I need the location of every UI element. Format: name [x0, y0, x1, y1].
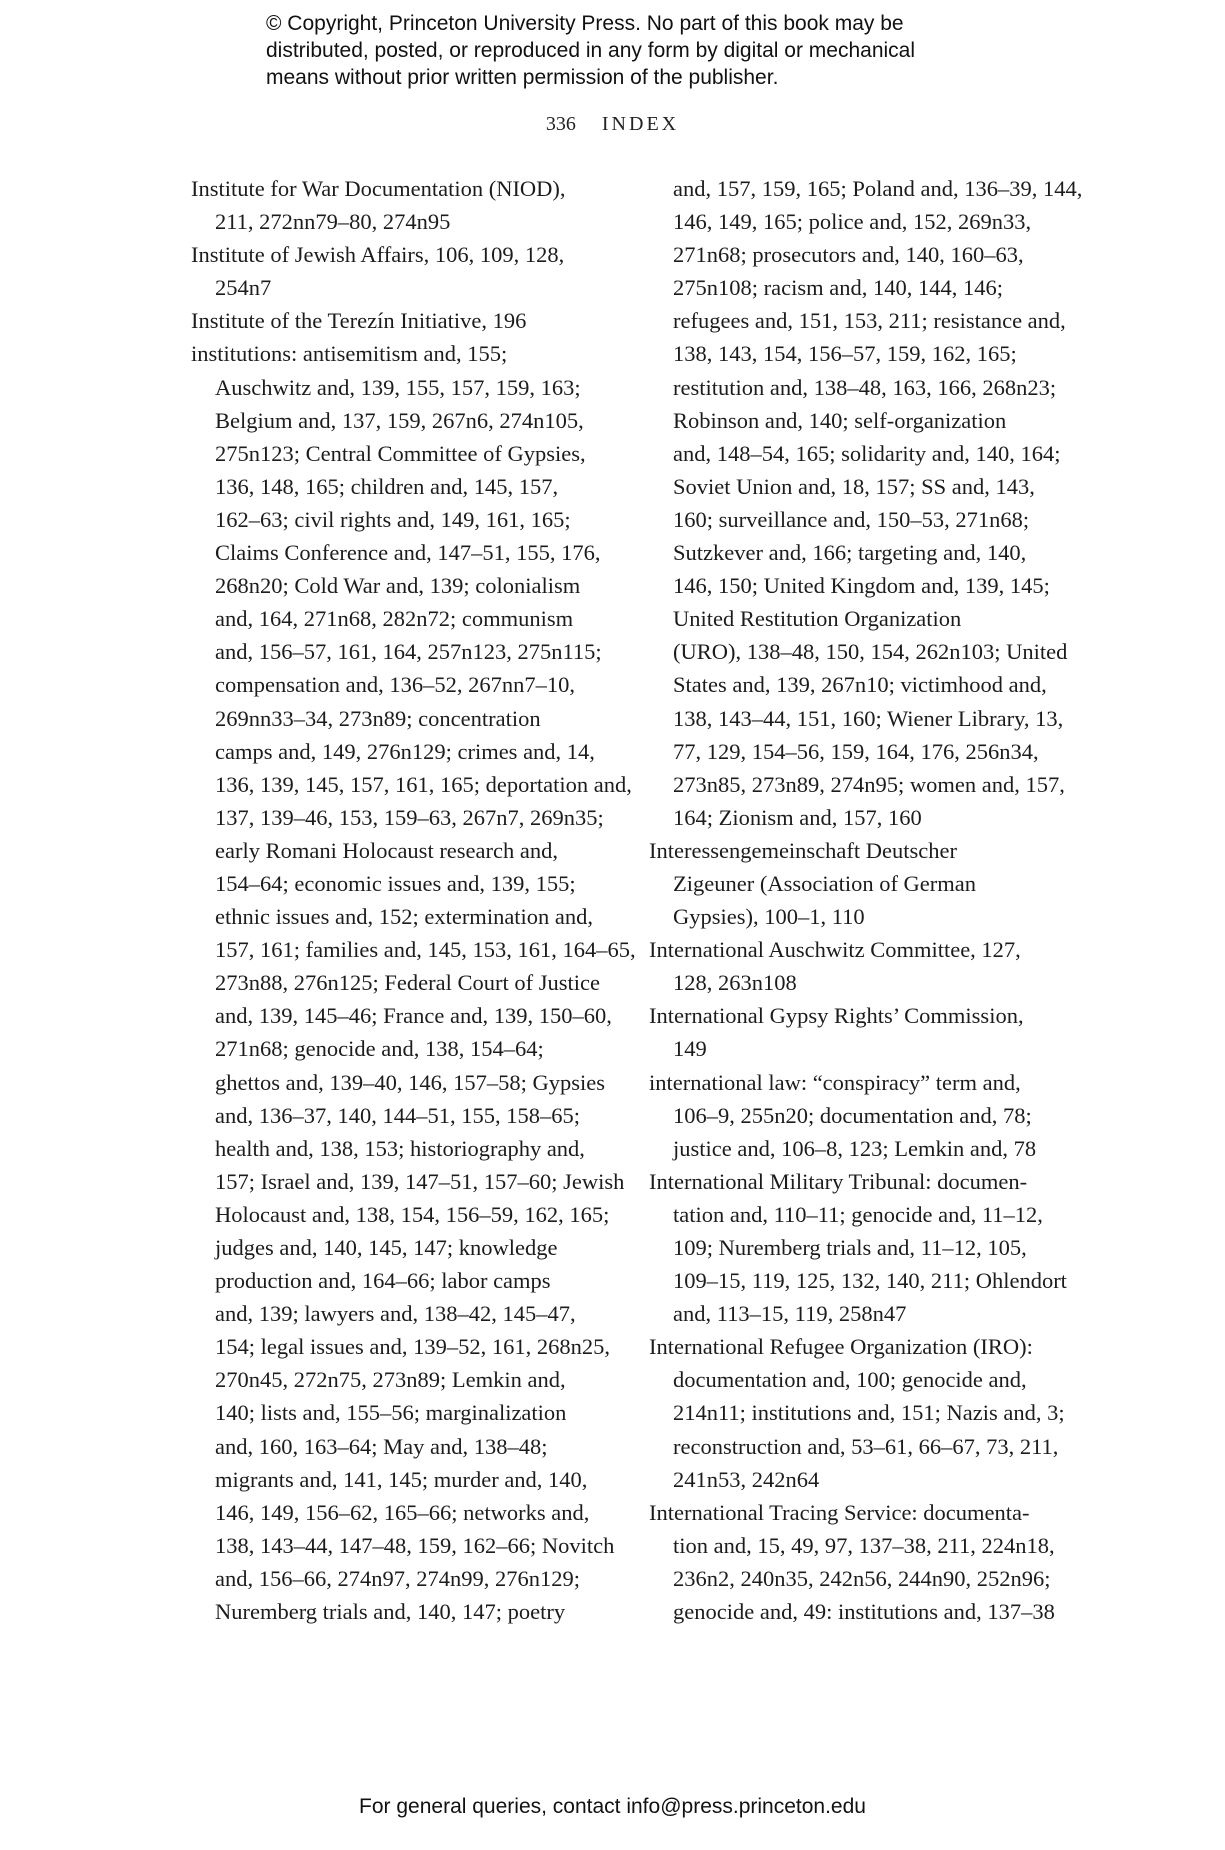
copyright-line: © Copyright, Princeton University Press. No part of this book may be [266, 12, 904, 35]
index-column-left [191, 172, 636, 1628]
index-line: Belgium and, 137, 159, 267n6, 274n105, [215, 407, 584, 433]
index-line: 269nn33–34, 273n89; concentration [215, 705, 541, 731]
index-line: 109; Nuremberg trials and, 11–12, 105, [673, 1235, 1027, 1260]
index-line: 138, 143, 154, 156–57, 159, 162, 165; [673, 341, 1017, 367]
index-line: 160; surveillance and, 150–53, 271n68; [673, 506, 1030, 532]
index-line: ethnic issues and, 152; extermination and, [215, 904, 594, 930]
index-line: International Auschwitz Committee, 127, [649, 937, 1021, 963]
index-line: 77, 129, 154–56, 159, 164, 176, 256n34, [673, 738, 1039, 764]
index-line: Zigeuner (Association of German [673, 870, 977, 896]
running-head [0, 113, 1225, 136]
index-line: tion and, 15, 49, 97, 137–38, 211, 224n18, [673, 1532, 1055, 1558]
index-line: documentation and, 100; genocide and, [673, 1367, 1027, 1393]
index-line: 241n53, 242n64 [673, 1466, 820, 1492]
index-line: compensation and, 136–52, 267nn7–10, [215, 672, 575, 698]
index-line: Robinson and, 140; self-organization [673, 407, 1007, 433]
index-line: 236n2, 240n35, 242n56, 244n90, 252n96; [673, 1565, 1051, 1591]
index-line: 146, 150; United Kingdom and, 139, 145; [673, 573, 1050, 599]
index-line: 214n11; institutions and, 151; Nazis and, 3; [673, 1400, 1065, 1426]
index-line: and, 164, 271n68, 282n72; communism [215, 606, 574, 632]
index-line: Sutzkever and, 166; targeting and, 140, [673, 540, 1027, 566]
index-line: health and, 138, 153; historiography and, [215, 1135, 585, 1161]
page-title: INDEX [601, 113, 680, 135]
index-line: genocide and, 49: institutions and, 137–38 [673, 1599, 1055, 1625]
index-line: international law: “conspiracy” term and, [649, 1069, 1021, 1095]
index-line: 146, 149, 165; police and, 152, 269n33, [673, 209, 1032, 235]
index-line: and, 156–66, 274n97, 274n99, 276n129; [215, 1565, 580, 1591]
index-line: 138, 143–44, 151, 160; Wiener Library, 13, [673, 705, 1064, 731]
index-line: tation and, 110–11; genocide and, 11–12, [673, 1201, 1043, 1227]
index-line: 157; Israel and, 139, 147–51, 157–60; Jewish [215, 1168, 625, 1194]
index-line: 254n7 [215, 275, 272, 301]
index-line: ghettos and, 139–40, 146, 157–58; Gypsies [215, 1069, 605, 1095]
index-line: and, 139; lawyers and, 138–42, 145–47, [215, 1301, 576, 1327]
index-line: Institute of Jewish Affairs, 106, 109, 128, [191, 242, 565, 268]
index-line: Soviet Union and, 18, 157; SS and, 143, [673, 473, 1035, 499]
index-line: early Romani Holocaust research and, [215, 837, 558, 863]
index-line: production and, 164–66; labor camps [215, 1268, 551, 1294]
footer-contact: For general queries, contact info@press.princeton.edu [359, 1795, 866, 1818]
index-column-right [649, 172, 1082, 1628]
index-line: International Tracing Service: documenta- [649, 1499, 1030, 1525]
index-line: 136, 139, 145, 157, 161, 165; deportation and, [215, 771, 632, 797]
index-line: Gypsies), 100–1, 110 [673, 904, 865, 930]
index-line: refugees and, 151, 153, 211; resistance and, [673, 308, 1066, 334]
index-line: Holocaust and, 138, 154, 156–59, 162, 165; [215, 1201, 610, 1227]
index-line: 271n68; prosecutors and, 140, 160–63, [673, 242, 1024, 268]
index-line: and, 157, 159, 165; Poland and, 136–39, 144, [673, 176, 1083, 201]
index-line: judges and, 140, 145, 147; knowledge [215, 1235, 558, 1260]
index-line: 162–63; civil rights and, 149, 161, 165; [215, 506, 571, 532]
index-line: 270n45, 272n75, 273n89; Lemkin and, [215, 1367, 566, 1393]
index-line: 137, 139–46, 153, 159–63, 267n7, 269n35; [215, 804, 604, 830]
index-line: 273n88, 276n125; Federal Court of Justice [215, 970, 600, 996]
index-line: 211, 272nn79–80, 274n95 [215, 209, 451, 235]
index-line: International Military Tribunal: documen- [649, 1168, 1028, 1194]
index-line: restitution and, 138–48, 163, 166, 268n23; [673, 374, 1057, 400]
index-line: and, 113–15, 119, 258n47 [673, 1301, 907, 1327]
index-line: Institute of the Terezín Initiative, 196 [191, 308, 527, 334]
index-line: justice and, 106–8, 123; Lemkin and, 78 [673, 1135, 1037, 1161]
index-line: 273n85, 273n89, 274n95; women and, 157, [673, 771, 1065, 797]
index-line: and, 160, 163–64; May and, 138–48; [215, 1433, 548, 1459]
index-line: 154–64; economic issues and, 139, 155; [215, 870, 576, 896]
index-line: 149 [673, 1036, 707, 1062]
copyright-notice [266, 10, 1026, 91]
index-line: 128, 263n108 [673, 970, 797, 996]
index-line: camps and, 149, 276n129; crimes and, 14, [215, 738, 595, 764]
index-line: States and, 139, 267n10; victimhood and, [673, 672, 1047, 698]
index-line: Institute for War Documentation (NIOD), [191, 176, 566, 201]
index-line: 275n123; Central Committee of Gypsies, [215, 440, 586, 466]
index-line: 271n68; genocide and, 138, 154–64; [215, 1036, 544, 1062]
index-line: 164; Zionism and, 157, 160 [673, 804, 922, 830]
index-line: 140; lists and, 155–56; marginalization [215, 1400, 567, 1426]
index-line: 106–9, 255n20; documentation and, 78; [673, 1102, 1032, 1128]
copyright-line: means without prior written permission of the publisher. [266, 66, 779, 89]
index-line: and, 156–57, 161, 164, 257n123, 275n115; [215, 639, 602, 665]
index-line: 157, 161; families and, 145, 153, 161, 164–65, [215, 937, 636, 963]
index-line: and, 148–54, 165; solidarity and, 140, 164; [673, 440, 1061, 466]
index-line: International Gypsy Rights’ Commission, [649, 1003, 1024, 1029]
index-line: Auschwitz and, 139, 155, 157, 159, 163; [215, 374, 581, 400]
index-line: reconstruction and, 53–61, 66–67, 73, 211, [673, 1433, 1059, 1459]
index-line: institutions: antisemitism and, 155; [191, 341, 508, 367]
index-line: and, 136–37, 140, 144–51, 155, 158–65; [215, 1102, 580, 1128]
index-line: (URO), 138–48, 150, 154, 262n103; United [673, 639, 1068, 665]
index-line: International Refugee Organization (IRO): [649, 1334, 1033, 1360]
index-line: Interessengemeinschaft Deutscher [649, 837, 957, 863]
index-line: 275n108; racism and, 140, 144, 146; [673, 275, 1003, 301]
index-line: 109–15, 119, 125, 132, 140, 211; Ohlendort [673, 1268, 1067, 1294]
page-number: 336 [545, 113, 576, 135]
index-line: 146, 149, 156–62, 165–66; networks and, [215, 1499, 590, 1525]
copyright-line: distributed, posted, or reproduced in any form by digital or mechanical [266, 39, 916, 62]
index-line: 154; legal issues and, 139–52, 161, 268n25, [215, 1334, 610, 1360]
index-line: Claims Conference and, 147–51, 155, 176, [215, 540, 601, 566]
index-line: 268n20; Cold War and, 139; colonialism [215, 573, 581, 599]
index-line: 136, 148, 165; children and, 145, 157, [215, 473, 559, 499]
index-line: and, 139, 145–46; France and, 139, 150–60, [215, 1003, 612, 1029]
index-line: United Restitution Organization [673, 606, 962, 632]
index-line: 138, 143–44, 147–48, 159, 162–66; Novitch [215, 1532, 615, 1558]
index-line: migrants and, 141, 145; murder and, 140, [215, 1466, 588, 1492]
index-line: Nuremberg trials and, 140, 147; poetry [215, 1599, 566, 1625]
